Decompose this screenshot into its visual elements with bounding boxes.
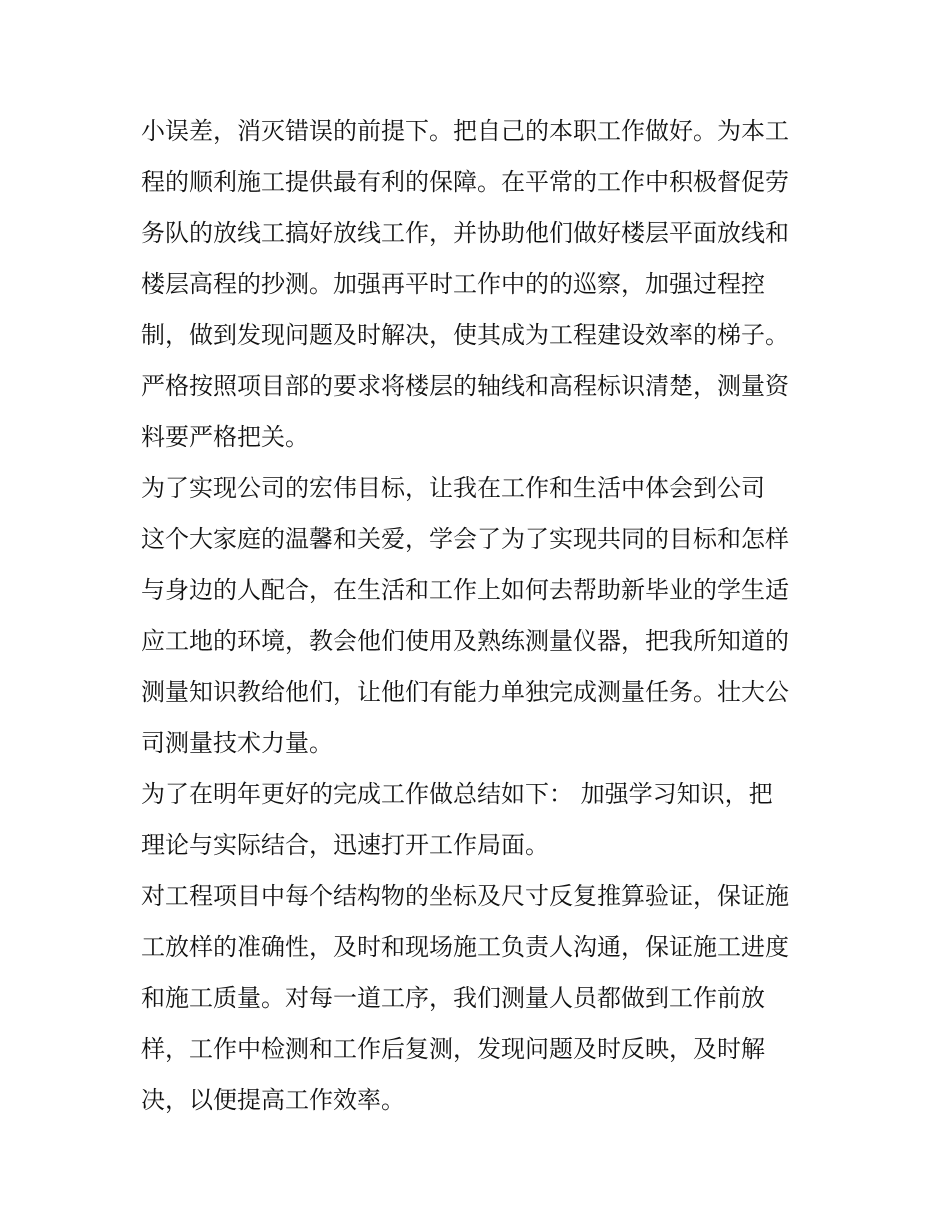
text-line: 司测量技术力量。 <box>141 729 333 757</box>
text-line: 样，工作中检测和工作后复测，发现问题及时反映，及时解 <box>141 1035 765 1063</box>
text-line: 理论与实际结合，迅速打开工作局面。 <box>141 831 549 859</box>
text-line: 测量知识教给他们，让他们有能力单独完成测量任务。壮大公 <box>141 678 789 706</box>
text-line: 和施工质量。对每一道工序，我们测量人员都做到工作前放 <box>141 984 765 1012</box>
text-line: 对工程项目中每个结构物的坐标及尺寸反复推算验证，保证施 <box>141 882 789 910</box>
text-line: 严格按照项目部的要求将楼层的轴线和高程标识清楚，测量资 <box>141 372 789 400</box>
text-line: 料要严格把关。 <box>141 423 309 451</box>
text-line: 这个大家庭的温馨和关爱，学会了为了实现共同的目标和怎样 <box>141 525 789 553</box>
text-line: 工放样的准确性，及时和现场施工负责人沟通，保证施工进度 <box>141 933 789 961</box>
text-line: 务队的放线工搞好放线工作，并协助他们做好楼层平面放线和 <box>141 219 789 247</box>
text-line: 为了实现公司的宏伟目标，让我在工作和生活中体会到公司 <box>141 474 765 502</box>
text-line: 为了在明年更好的完成工作做总结如下： 加强学习知识，把 <box>141 780 773 808</box>
document-body <box>141 106 821 1126</box>
text-line: 程的顺利施工提供最有利的保障。在平常的工作中积极督促劳 <box>141 168 789 196</box>
text-line: 决，以便提高工作效率。 <box>141 1086 405 1114</box>
text-line: 应工地的环境，教会他们使用及熟练测量仪器，把我所知道的 <box>141 627 789 655</box>
text-line: 制，做到发现问题及时解决，使其成为工程建设效率的梯子。 <box>141 321 789 349</box>
text-line: 楼层高程的抄测。加强再平时工作中的的巡察，加强过程控 <box>141 270 765 298</box>
text-line: 与身边的人配合，在生活和工作上如何去帮助新毕业的学生适 <box>141 576 789 604</box>
text-line: 小误差，消灭错误的前提下。把自己的本职工作做好。为本工 <box>141 117 789 145</box>
